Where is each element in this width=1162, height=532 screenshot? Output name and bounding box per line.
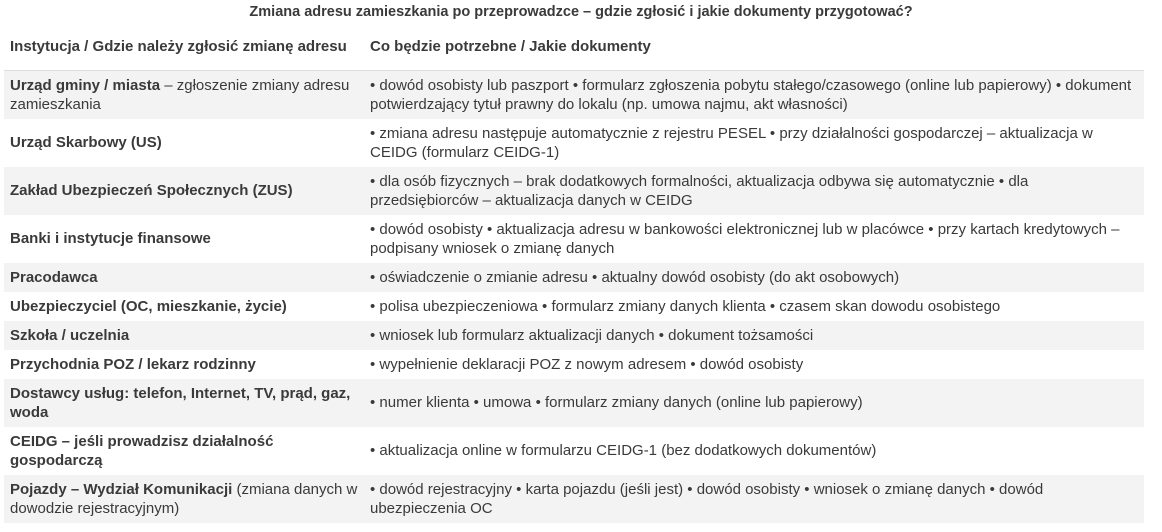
table-row [4,215,1144,263]
institution-cell [4,215,364,263]
documents-cell: • wypełnienie deklaracji POZ z nowym adresem • dowód osobisty [364,350,1144,379]
institution-note: – zgłoszenie zmiany adresu zamieszkania [10,76,350,113]
documents-cell: • dowód osobisty lub paszport • formularz zgłoszenia pobytu stałego/czasowego (online lub papierowy) • dokument potwierdzający tytuł prawny do lokalu (np. umowa najmu, akt własności) [364,71,1144,120]
institution-cell [4,263,364,292]
table-row [4,379,1144,427]
table-row [4,292,1144,321]
documents-cell: • oświadczenie o zmianie adresu • aktualny dowód osobisty (do akt osobowych) [364,263,1144,292]
address-change-table [4,24,1144,523]
institution-cell [4,167,364,215]
institution-note: (zmiana danych w dowodzie rejestracyjnym) [10,480,358,517]
documents-cell: • zmiana adresu następuje automatycznie z rejestru PESEL • przy działalności gospodarczej – aktualizacja w CEIDG (formularz CEIDG-1) [364,119,1144,167]
column-header-institution: Instytucja / Gdzie należy zgłosić zmianę adresu [4,24,364,71]
documents-cell: • dla osób fizycznych – brak dodatkowych formalności, aktualizacja odbywa się automatycznie • dla przedsiębiorców – aktualizacja danych w CEIDG [364,167,1144,215]
documents-cell: • numer klienta • umowa • formularz zmiany danych (online lub papierowy) [364,379,1144,427]
institution-name: Ubezpieczyciel (OC, mieszkanie, życie) [10,297,287,315]
documents-cell: • polisa ubezpieczeniowa • formularz zmiany danych klienta • czasem skan dowodu osobistego [364,292,1144,321]
institution-name: Urząd Skarbowy (US) [10,134,162,151]
institution-name: Przychodnia POZ / lekarz rodzinny [10,355,256,373]
institution-name: Pojazdy – Wydział Komunikacji [10,480,233,498]
institution-cell [4,292,364,321]
institution-cell [4,475,364,523]
institution-name: Zakład Ubezpieczeń Społecznych (ZUS) [10,182,293,199]
table-row [4,475,1144,523]
documents-cell: • dowód rejestracyjny • karta pojazdu (jeśli jest) • dowód osobisty • wniosek o zmianę danych • dowód ubezpieczenia OC [364,475,1144,523]
table-row [4,321,1144,350]
table-row [4,263,1144,292]
page-title: Zmiana adresu zamieszkania po przeprowadzce – gdzie zgłosić i jakie dokumenty przygotować? [249,4,913,20]
table-row [4,167,1144,215]
institution-name: Urząd gminy / miasta [10,76,161,94]
institution-cell [4,350,364,379]
institution-name: CEIDG – jeśli prowadzisz działalność gospodarczą [10,432,274,469]
institution-name: Dostawcy usług: telefon, Internet, TV, prąd, gaz, woda [10,384,351,421]
institution-cell [4,119,364,167]
documents-cell: • aktualizacja online w formularzu CEIDG-1 (bez dodatkowych dokumentów) [364,427,1144,475]
table-header-row [4,24,1144,71]
institution-cell [4,321,364,350]
institution-name: Pracodawca [10,268,98,286]
institution-name: Banki i instytucje finansowe [10,230,211,247]
institution-cell [4,427,364,475]
table-row [4,71,1144,120]
documents-cell: • wniosek lub formularz aktualizacji danych • dokument tożsamości [364,321,1144,350]
table-row [4,427,1144,475]
documents-cell: • dowód osobisty • aktualizacja adresu w bankowości elektronicznej lub w placówce • przy kartach kredytowych – podpisany wniosek o zmianę danych [364,215,1144,263]
institution-cell [4,379,364,427]
table-row [4,119,1144,167]
institution-cell [4,71,364,120]
table-row [4,350,1144,379]
column-header-documents: Co będzie potrzebne / Jakie dokumenty [364,24,1144,71]
institution-name: Szkoła / uczelnia [10,326,130,344]
